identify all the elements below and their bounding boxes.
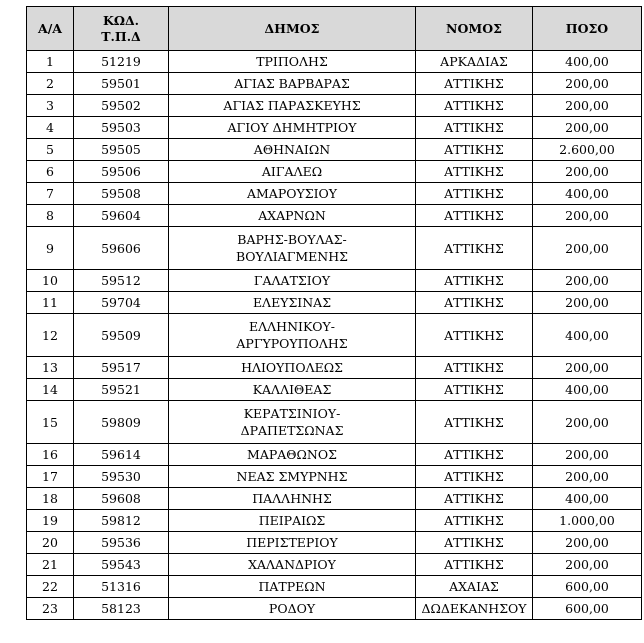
cell-prefecture: ΑΤΤΙΚΗΣ — [416, 73, 533, 95]
cell-prefecture: ΑΤΤΙΚΗΣ — [416, 161, 533, 183]
header-prefecture: ΝΟΜΟΣ — [416, 7, 533, 51]
cell-amount: 200,00 — [533, 95, 642, 117]
cell-prefecture: ΑΤΤΙΚΗΣ — [416, 444, 533, 466]
cell-serial: 5 — [27, 139, 74, 161]
cell-prefecture: ΑΤΤΙΚΗΣ — [416, 227, 533, 270]
cell-municipality: ΑΙΓΑΛΕΩ — [169, 161, 416, 183]
cell-serial: 23 — [27, 598, 74, 620]
table-row — [27, 510, 642, 532]
cell-prefecture: ΑΧΑΙΑΣ — [416, 576, 533, 598]
table-row — [27, 576, 642, 598]
cell-amount: 200,00 — [533, 292, 642, 314]
allocation-table — [26, 6, 642, 620]
table-row — [27, 205, 642, 227]
cell-code: 59502 — [74, 95, 169, 117]
table-row — [27, 598, 642, 620]
header-row — [27, 7, 642, 51]
cell-prefecture: ΑΤΤΙΚΗΣ — [416, 270, 533, 292]
cell-municipality: ΑΧΑΡΝΩΝ — [169, 205, 416, 227]
cell-code: 59614 — [74, 444, 169, 466]
cell-serial: 6 — [27, 161, 74, 183]
cell-serial: 3 — [27, 95, 74, 117]
table-row — [27, 466, 642, 488]
cell-amount: 400,00 — [533, 183, 642, 205]
cell-serial: 15 — [27, 401, 74, 444]
cell-municipality: ΤΡΙΠΟΛΗΣ — [169, 51, 416, 73]
table-row — [27, 357, 642, 379]
cell-amount: 200,00 — [533, 270, 642, 292]
cell-serial: 14 — [27, 379, 74, 401]
cell-municipality: ΧΑΛΑΝΔΡΙΟΥ — [169, 554, 416, 576]
cell-prefecture: ΑΤΤΙΚΗΣ — [416, 466, 533, 488]
cell-municipality: ΠΕΙΡΑΙΩΣ — [169, 510, 416, 532]
cell-code: 59501 — [74, 73, 169, 95]
table-row — [27, 183, 642, 205]
cell-serial: 17 — [27, 466, 74, 488]
cell-municipality: ΜΑΡΑΘΩΝΟΣ — [169, 444, 416, 466]
cell-code: 59506 — [74, 161, 169, 183]
cell-municipality: ΑΜΑΡΟΥΣΙΟΥ — [169, 183, 416, 205]
cell-serial: 7 — [27, 183, 74, 205]
cell-prefecture: ΔΩΔΕΚΑΝΗΣΟΥ — [416, 598, 533, 620]
cell-municipality: ΑΓΙΑΣ ΒΑΡΒΑΡΑΣ — [169, 73, 416, 95]
cell-code: 59543 — [74, 554, 169, 576]
cell-municipality: ΑΘΗΝΑΙΩΝ — [169, 139, 416, 161]
cell-amount: 400,00 — [533, 314, 642, 357]
cell-code: 59508 — [74, 183, 169, 205]
cell-serial: 20 — [27, 532, 74, 554]
table-row — [27, 270, 642, 292]
cell-municipality: ΑΓΙΟΥ ΔΗΜΗΤΡΙΟΥ — [169, 117, 416, 139]
cell-municipality: ΚΕΡΑΤΣΙΝΙΟΥ- ΔΡΑΠΕΤΣΩΝΑΣ — [169, 401, 416, 444]
cell-municipality: ΠΕΡΙΣΤΕΡΙΟΥ — [169, 532, 416, 554]
cell-serial: 13 — [27, 357, 74, 379]
cell-code: 51219 — [74, 51, 169, 73]
cell-amount: 200,00 — [533, 357, 642, 379]
cell-prefecture: ΑΤΤΙΚΗΣ — [416, 95, 533, 117]
cell-prefecture: ΑΤΤΙΚΗΣ — [416, 532, 533, 554]
cell-amount: 200,00 — [533, 227, 642, 270]
cell-amount: 400,00 — [533, 488, 642, 510]
table-row — [27, 488, 642, 510]
table-row — [27, 401, 642, 444]
cell-prefecture: ΑΤΤΙΚΗΣ — [416, 314, 533, 357]
cell-municipality: ΒΑΡΗΣ-ΒΟΥΛΑΣ- ΒΟΥΛΙΑΓΜΕΝΗΣ — [169, 227, 416, 270]
cell-prefecture: ΑΤΤΙΚΗΣ — [416, 139, 533, 161]
cell-code: 59509 — [74, 314, 169, 357]
cell-amount: 200,00 — [533, 205, 642, 227]
cell-code: 59521 — [74, 379, 169, 401]
table-row — [27, 95, 642, 117]
cell-serial: 10 — [27, 270, 74, 292]
cell-prefecture: ΑΤΤΙΚΗΣ — [416, 379, 533, 401]
cell-serial: 16 — [27, 444, 74, 466]
cell-amount: 200,00 — [533, 444, 642, 466]
cell-code: 59530 — [74, 466, 169, 488]
cell-code: 59604 — [74, 205, 169, 227]
table-row — [27, 73, 642, 95]
cell-amount: 200,00 — [533, 117, 642, 139]
cell-municipality: ΓΑΛΑΤΣΙΟΥ — [169, 270, 416, 292]
cell-code: 51316 — [74, 576, 169, 598]
cell-code: 59809 — [74, 401, 169, 444]
cell-municipality: ΕΛΛΗΝΙΚΟΥ- ΑΡΓΥΡΟΥΠΟΛΗΣ — [169, 314, 416, 357]
cell-amount: 400,00 — [533, 51, 642, 73]
cell-amount: 600,00 — [533, 598, 642, 620]
cell-serial: 22 — [27, 576, 74, 598]
cell-amount: 1.000,00 — [533, 510, 642, 532]
cell-serial: 4 — [27, 117, 74, 139]
cell-serial: 18 — [27, 488, 74, 510]
cell-amount: 200,00 — [533, 532, 642, 554]
table-row — [27, 379, 642, 401]
cell-code: 59812 — [74, 510, 169, 532]
cell-serial: 21 — [27, 554, 74, 576]
cell-municipality: ΝΕΑΣ ΣΜΥΡΝΗΣ — [169, 466, 416, 488]
cell-serial: 1 — [27, 51, 74, 73]
table-body — [27, 51, 642, 620]
cell-prefecture: ΑΡΚΑΔΙΑΣ — [416, 51, 533, 73]
header-municipality: ΔΗΜΟΣ — [169, 7, 416, 51]
cell-amount: 600,00 — [533, 576, 642, 598]
cell-prefecture: ΑΤΤΙΚΗΣ — [416, 488, 533, 510]
cell-amount: 200,00 — [533, 73, 642, 95]
cell-serial: 2 — [27, 73, 74, 95]
cell-code: 59512 — [74, 270, 169, 292]
cell-code: 59503 — [74, 117, 169, 139]
cell-code: 59608 — [74, 488, 169, 510]
header-code: ΚΩΔ. Τ.Π.Δ — [74, 7, 169, 51]
table-row — [27, 554, 642, 576]
cell-prefecture: ΑΤΤΙΚΗΣ — [416, 510, 533, 532]
cell-serial: 8 — [27, 205, 74, 227]
cell-serial: 19 — [27, 510, 74, 532]
cell-prefecture: ΑΤΤΙΚΗΣ — [416, 292, 533, 314]
table-row — [27, 117, 642, 139]
header-amount: ΠΟΣΟ — [533, 7, 642, 51]
cell-prefecture: ΑΤΤΙΚΗΣ — [416, 205, 533, 227]
cell-amount: 200,00 — [533, 401, 642, 444]
cell-serial: 11 — [27, 292, 74, 314]
cell-prefecture: ΑΤΤΙΚΗΣ — [416, 117, 533, 139]
table-row — [27, 51, 642, 73]
cell-prefecture: ΑΤΤΙΚΗΣ — [416, 554, 533, 576]
table-row — [27, 532, 642, 554]
cell-serial: 9 — [27, 227, 74, 270]
cell-serial: 12 — [27, 314, 74, 357]
cell-prefecture: ΑΤΤΙΚΗΣ — [416, 183, 533, 205]
cell-amount: 200,00 — [533, 466, 642, 488]
table-row — [27, 139, 642, 161]
cell-amount: 400,00 — [533, 379, 642, 401]
cell-code: 59536 — [74, 532, 169, 554]
cell-municipality: ΡΟΔΟΥ — [169, 598, 416, 620]
table-row — [27, 161, 642, 183]
cell-amount: 200,00 — [533, 554, 642, 576]
header-serial: Α/Α — [27, 7, 74, 51]
table-row — [27, 227, 642, 270]
cell-municipality: ΠΑΤΡΕΩΝ — [169, 576, 416, 598]
table-row — [27, 444, 642, 466]
cell-municipality: ΗΛΙΟΥΠΟΛΕΩΣ — [169, 357, 416, 379]
cell-code: 59704 — [74, 292, 169, 314]
cell-municipality: ΚΑΛΛΙΘΕΑΣ — [169, 379, 416, 401]
cell-municipality: ΠΑΛΛΗΝΗΣ — [169, 488, 416, 510]
cell-code: 59505 — [74, 139, 169, 161]
cell-code: 58123 — [74, 598, 169, 620]
cell-prefecture: ΑΤΤΙΚΗΣ — [416, 357, 533, 379]
cell-municipality: ΕΛΕΥΣΙΝΑΣ — [169, 292, 416, 314]
cell-prefecture: ΑΤΤΙΚΗΣ — [416, 401, 533, 444]
table-row — [27, 292, 642, 314]
cell-code: 59606 — [74, 227, 169, 270]
cell-municipality: ΑΓΙΑΣ ΠΑΡΑΣΚΕΥΗΣ — [169, 95, 416, 117]
cell-amount: 200,00 — [533, 161, 642, 183]
cell-amount: 2.600,00 — [533, 139, 642, 161]
table-row — [27, 314, 642, 357]
table-header — [27, 7, 642, 51]
cell-code: 59517 — [74, 357, 169, 379]
